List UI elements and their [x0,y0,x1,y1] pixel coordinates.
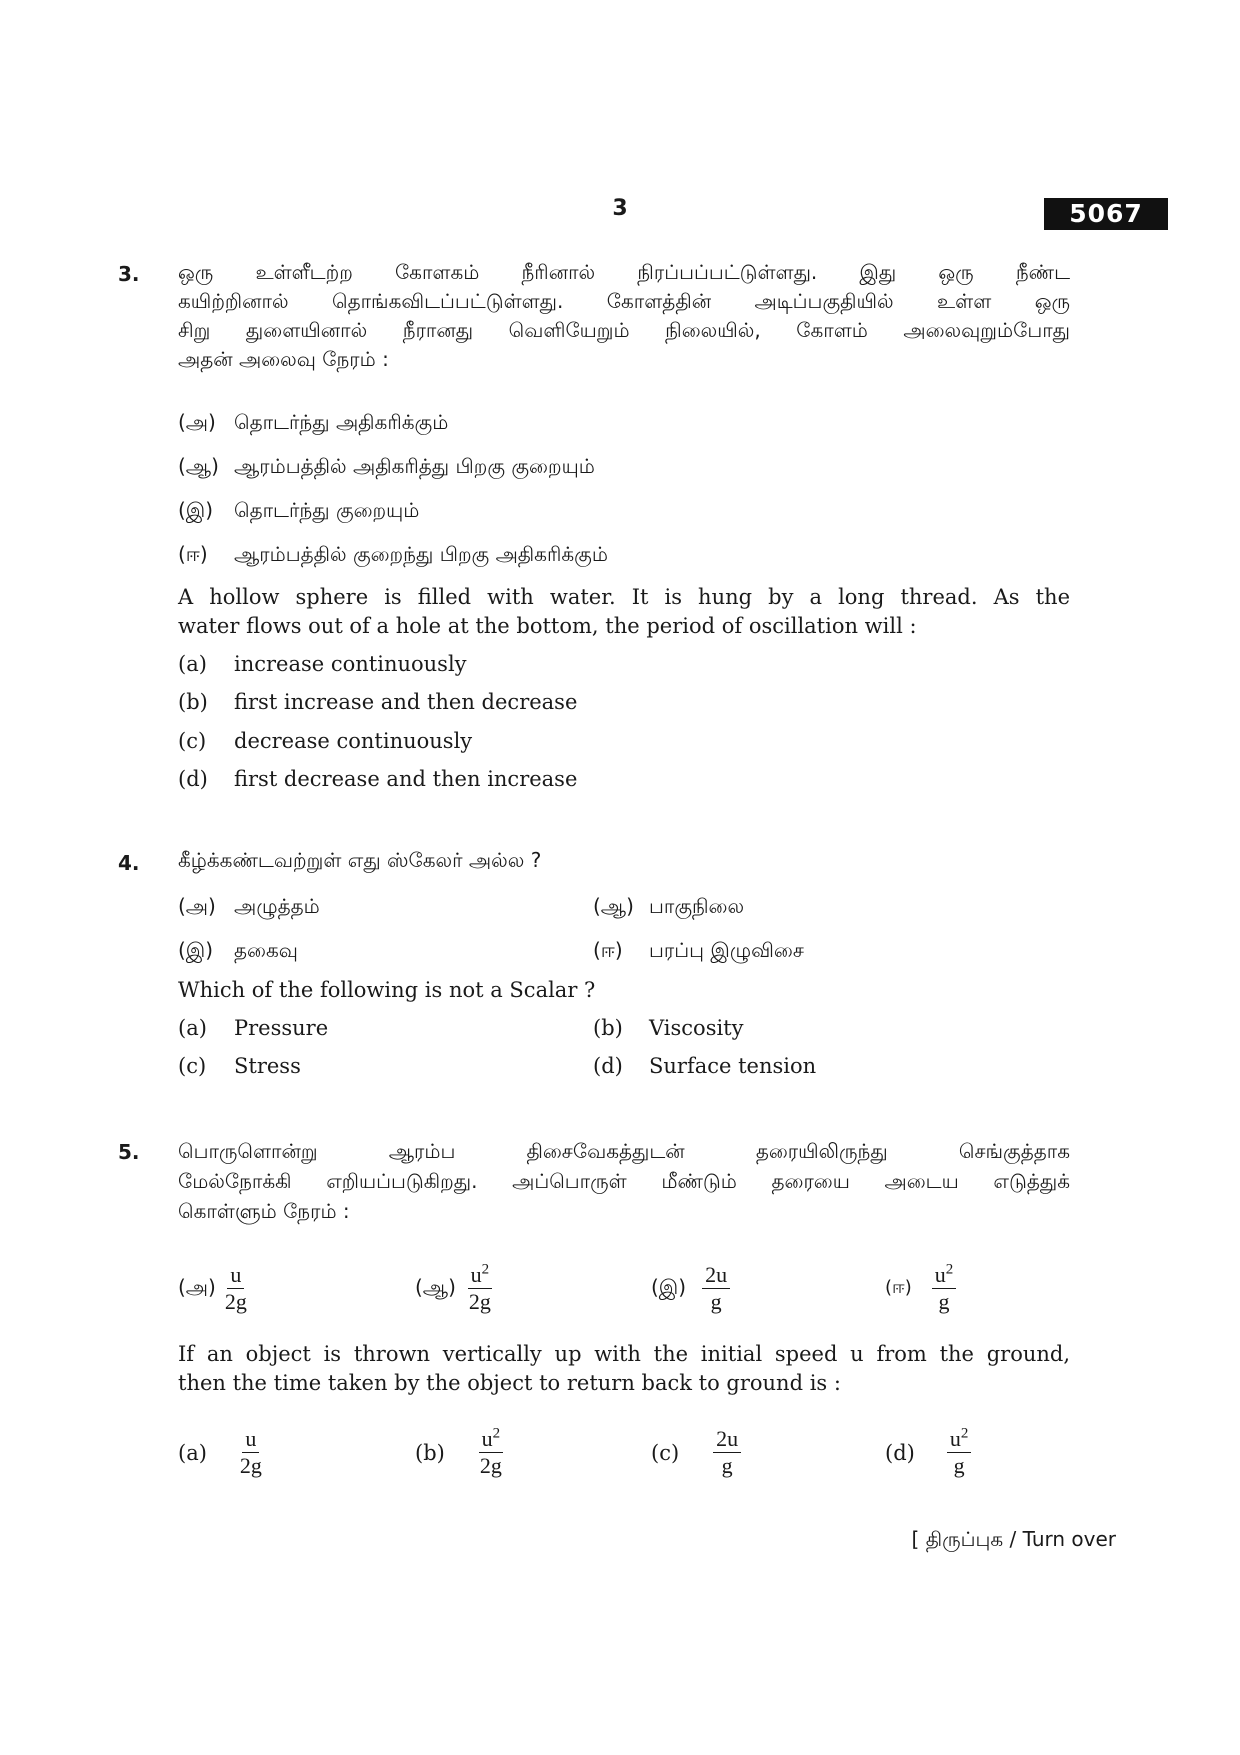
question-3-tamil-line-2: கயிற்றினால் தொங்கவிடப்பட்டுள்ளது. கோளத்தின் அடிப்பகுதியில் உள்ள ஒரு [178,289,1070,313]
question-4-english-option-d [593,1054,816,1078]
denominator: 2g [479,1453,502,1478]
denominator: g [721,1453,733,1478]
option-text: தொடர்ந்து குறையும் [234,498,420,522]
option-label: (d) [593,1054,623,1078]
denominator: g [938,1289,950,1314]
option-label: (இ) [651,1275,687,1299]
fraction [237,1426,265,1479]
fraction [947,1426,972,1479]
question-3-tamil-line-3: சிறு துளையினால் நீரானது வெளியேறும் நிலையில், கோளம் அலைவுறும்போது [178,318,1070,342]
question-3-tamil-line-4: அதன் அலைவு நேரம் : [178,347,389,371]
option-text: increase continuously [234,652,467,676]
option-label: (a) [178,1440,207,1465]
option-text: பரப்பு இழுவிசை [649,938,804,962]
turn-over-text: [ திருப்புக / Turn over [911,1527,1116,1551]
question-5-english-line-2: then the time taken by the object to return back to ground is : [178,1371,841,1395]
question-3-english-option-a [178,652,467,676]
option-label: (ஈ) [885,1277,912,1298]
numerator: u [245,1426,257,1451]
paper-code-badge: 5067 [1044,198,1168,230]
option-text: ஆரம்பத்தில் குறைந்து பிறகு அதிகரிக்கும் [234,542,608,566]
question-3-tamil-option-2 [178,454,595,481]
option-label: (d) [178,767,208,791]
option-label: (ஈ) [178,542,208,566]
question-5-english-line-1: If an object is thrown vertically up with the initial speed u from the ground, [178,1342,1070,1366]
option-text: first decrease and then increase [234,767,578,791]
option-label: (c) [178,1054,207,1078]
question-3-number: 3. [118,262,140,286]
question-4-english-stem: Which of the following is not a Scalar ? [178,978,596,1002]
option-text: ஆரம்பத்தில் அதிகரித்து பிறகு குறையும் [234,454,595,478]
question-5-tamil-option-4 [885,1262,956,1315]
option-label: (இ) [178,938,214,962]
option-label: (ஈ) [593,938,623,962]
question-5-english-option-c [651,1426,741,1479]
exponent: 2 [945,1261,954,1278]
question-4-english-option-b [593,1016,744,1040]
question-4-number: 4. [118,851,140,875]
question-5-tamil-option-3 [651,1262,730,1315]
question-5-tamil-option-2 [415,1262,494,1315]
question-3-english-line-2: water flows out of a hole at the bottom, the period of oscillation will : [178,614,917,638]
turn-over-note [912,1527,1116,1554]
question-3-english-option-c [178,729,472,753]
option-text: Pressure [234,1016,329,1040]
fraction [466,1262,494,1315]
question-3-english-option-d [178,767,577,791]
option-text: Surface tension [649,1054,817,1078]
option-label: (அ) [178,894,216,918]
numerator: u [230,1262,242,1287]
question-5-english-option-d [885,1426,971,1479]
numerator: u [949,1426,961,1451]
fraction [222,1262,250,1315]
option-label: (b) [593,1016,623,1040]
option-label: (b) [415,1440,445,1465]
question-4-tamil-option-3 [178,938,298,965]
question-4-tamil-option-1 [178,894,320,921]
question-4-english-option-c [178,1054,301,1078]
question-3-english-stem [178,583,1070,641]
option-label: (c) [178,729,207,753]
question-3-tamil-line-1: ஒரு உள்ளீடற்ற கோளகம் நீரினால் நிரப்பப்பட்டுள்ளது. இது ஒரு நீண்ட [178,260,1070,284]
question-5-tamil-stem [178,1136,1070,1226]
question-5-english-stem [178,1340,1070,1398]
question-3-tamil-stem [178,258,1070,374]
option-label: (ஆ) [178,454,219,478]
question-5-tamil-line-3: கொள்ளும் நேரம் : [178,1199,350,1223]
question-3-tamil-option-3 [178,498,419,525]
page-number: 3 [612,196,628,221]
question-5-tamil-line-2: மேல்நோக்கி எறியப்படுகிறது. அப்பொருள் மீண்டும் தரையை அடைய எடுத்துக் [178,1169,1070,1193]
fraction [477,1426,505,1479]
option-text: தொடர்ந்து அதிகரிக்கும் [234,410,449,434]
numerator: u [481,1426,493,1451]
option-text: Stress [234,1054,301,1078]
fraction [713,1426,741,1479]
option-text: decrease continuously [234,729,473,753]
option-text: பாகுநிலை [649,894,745,918]
question-3-english-line-1: A hollow sphere is filled with water. It is hung by a long thread. As the [178,585,1070,609]
denominator: g [710,1289,722,1314]
exponent: 2 [492,1425,501,1442]
question-3-english-option-b [178,690,577,714]
denominator: g [953,1453,965,1478]
denominator: 2g [468,1289,491,1314]
option-label: (a) [178,652,207,676]
question-5-tamil-option-1 [178,1262,250,1315]
numerator: 2u [716,1426,739,1451]
option-label: (ஆ) [593,894,634,918]
exponent: 2 [481,1261,490,1278]
option-label: (a) [178,1016,207,1040]
numerator: u [934,1262,946,1287]
question-4-english-option-a [178,1016,328,1040]
question-3-tamil-option-4 [178,542,608,569]
numerator: u [470,1262,482,1287]
option-text: first increase and then decrease [234,690,578,714]
denominator: 2g [224,1289,247,1314]
option-label: (அ) [178,1275,216,1299]
option-label: (b) [178,690,208,714]
fraction [702,1262,730,1315]
question-5-english-option-a [178,1426,265,1479]
option-label: (c) [651,1440,680,1465]
exponent: 2 [960,1425,969,1442]
question-5-english-option-b [415,1426,505,1479]
question-4-tamil-stem: கீழ்க்கண்டவற்றுள் எது ஸ்கேலர் அல்ல ? [178,848,542,872]
option-label: (இ) [178,498,214,522]
option-text: அழுத்தம் [234,894,320,918]
option-text: தகைவு [234,938,298,962]
denominator: 2g [239,1453,262,1478]
fraction [932,1262,957,1315]
question-4-tamil-option-2 [593,894,744,921]
option-text: Viscosity [649,1016,744,1040]
question-5-number: 5. [118,1140,140,1164]
numerator: 2u [705,1262,728,1287]
option-label: (ஆ) [415,1275,456,1299]
question-3-tamil-option-1 [178,410,448,437]
option-label: (அ) [178,410,216,434]
question-4-tamil-option-4 [593,938,804,965]
option-label: (d) [885,1440,915,1465]
question-5-tamil-line-1: பொருளொன்று ஆரம்ப திசைவேகத்துடன் தரையிலிருந்து செங்குத்தாக [178,1139,1070,1163]
